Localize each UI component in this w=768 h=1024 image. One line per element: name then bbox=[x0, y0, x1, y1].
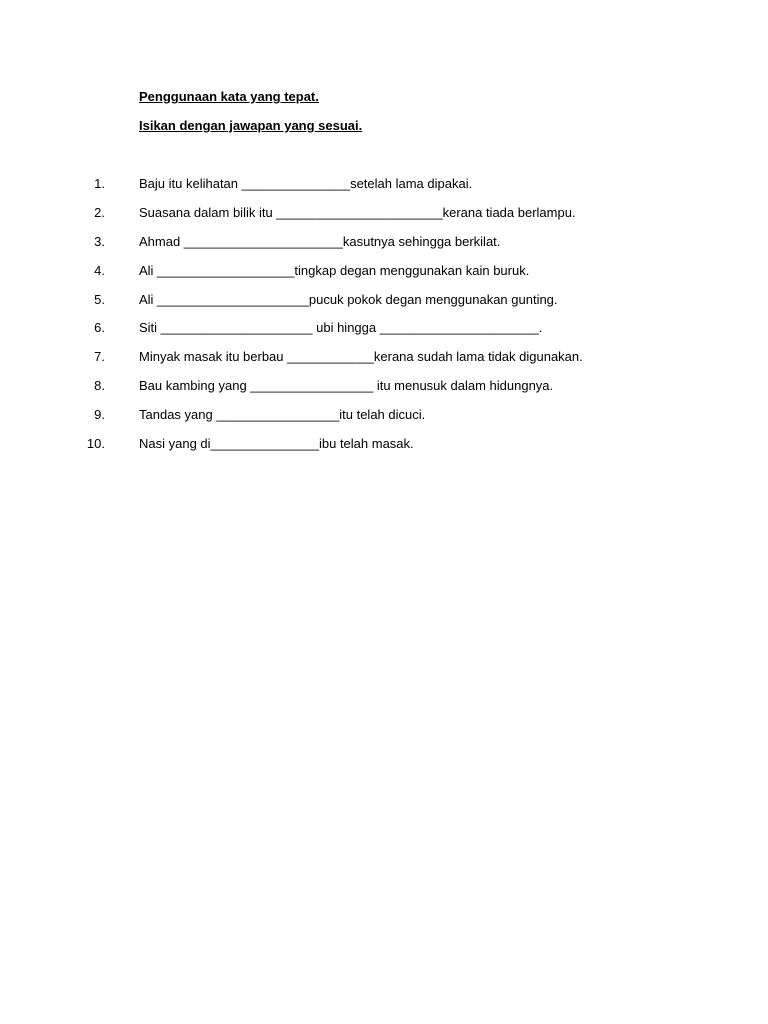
question-number: 1. bbox=[94, 176, 105, 191]
question-text: Ali _____________________pucuk pokok degan menggunakan gunting. bbox=[139, 291, 558, 307]
question-number: 2. bbox=[94, 204, 105, 220]
question-item bbox=[0, 378, 768, 407]
question-item bbox=[0, 320, 768, 349]
question-text: Minyak masak itu berbau ____________kerana sudah lama tidak digunakan. bbox=[139, 349, 583, 365]
question-number: 6. bbox=[94, 320, 105, 336]
question-item bbox=[0, 176, 768, 205]
question-item bbox=[0, 407, 768, 436]
question-text: Ahmad ______________________kasutnya sehingga berkilat. bbox=[139, 233, 501, 249]
worksheet-title: Penggunaan kata yang tepat. bbox=[139, 89, 319, 104]
question-item bbox=[0, 436, 768, 465]
question-number: 3. bbox=[94, 233, 105, 249]
question-text: Suasana dalam bilik itu _______________________kerana tiada berlampu. bbox=[139, 204, 576, 220]
question-number: 5. bbox=[94, 291, 105, 307]
question-number: 4. bbox=[94, 262, 105, 278]
question-item bbox=[0, 263, 768, 292]
question-text: Nasi yang di_______________ibu telah masak. bbox=[139, 436, 414, 452]
question-number: 9. bbox=[94, 407, 105, 423]
question-number: 8. bbox=[94, 378, 105, 394]
question-text: Baju itu kelihatan _______________setelah lama dipakai. bbox=[139, 176, 473, 191]
question-text: Tandas yang _________________itu telah dicuci. bbox=[139, 407, 426, 423]
question-list bbox=[0, 176, 768, 465]
question-text: Ali ___________________tingkap degan menggunakan kain buruk. bbox=[139, 262, 530, 278]
question-item bbox=[0, 205, 768, 234]
question-number: 7. bbox=[94, 349, 105, 365]
question-text: Bau kambing yang _________________ itu menusuk dalam hidungnya. bbox=[139, 378, 554, 394]
question-item bbox=[0, 292, 768, 321]
worksheet-instruction: Isikan dengan jawapan yang sesuai. bbox=[139, 118, 363, 133]
question-text: Siti _____________________ ubi hingga ______________________. bbox=[139, 320, 543, 336]
question-item bbox=[0, 349, 768, 378]
question-number: 10. bbox=[86, 436, 105, 452]
question-item bbox=[0, 234, 768, 263]
